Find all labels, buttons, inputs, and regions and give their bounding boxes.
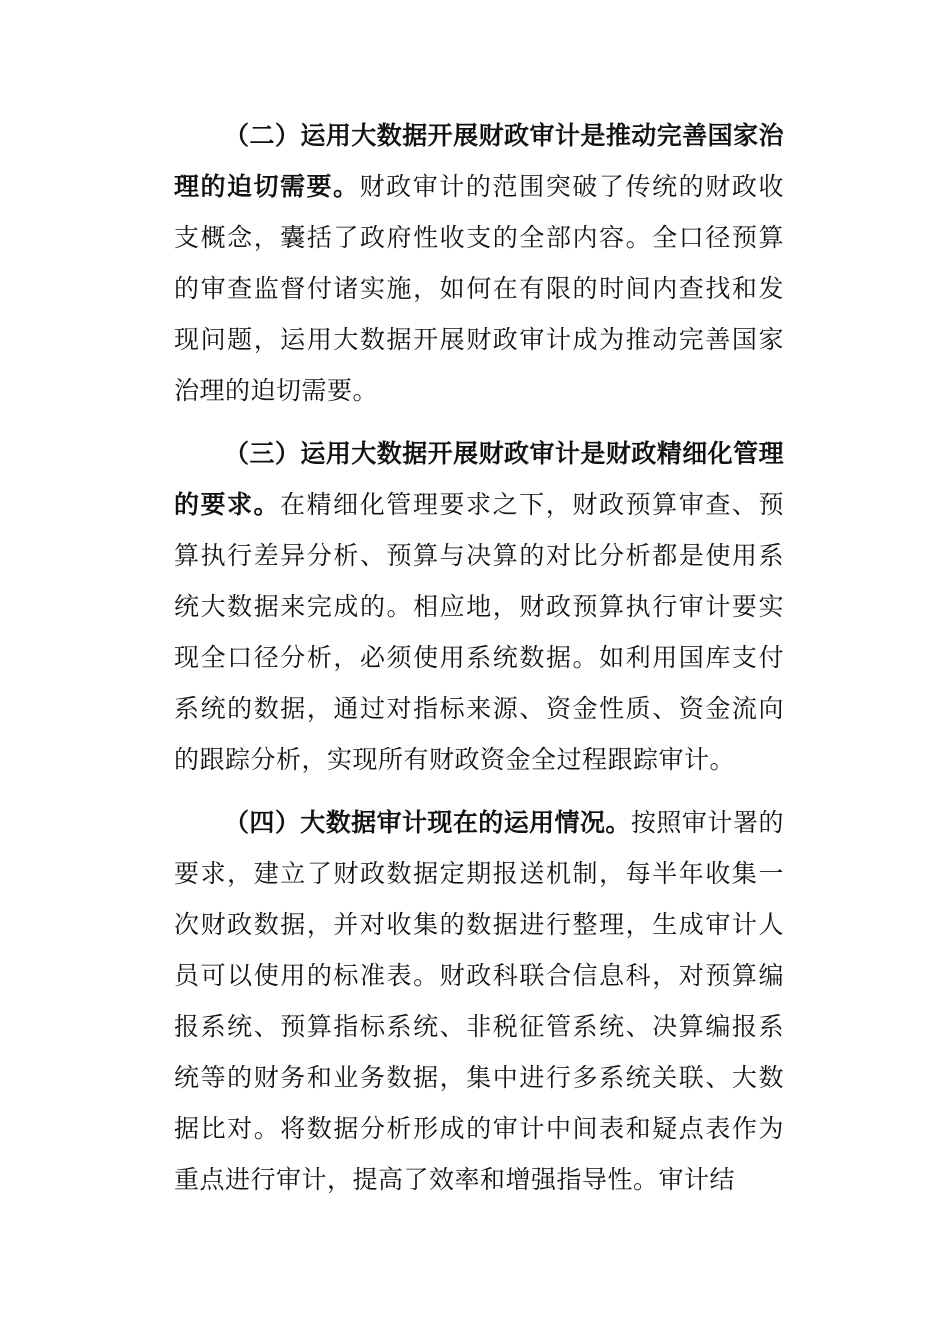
paragraph-body: 财政审计的范围突破了传统的财政收支概念，囊括了政府性收支的全部内容。全口径预算的审查监督付诸实施，如何在有限的时间内查找和发现问题，运用大数据开展财政审计成为推动完善国家治理的迫切需要。 [174, 172, 784, 405]
paragraph-body: 在精细化管理要求之下，财政预算审查、预算执行差异分析、预算与决算的对比分析都是使用系统大数据来完成的。相应地，财政预算执行审计要实现全口径分析，必须使用系统数据。如利用国库支付系统的数据，通过对指标来源、资金性质、资金流向的跟踪分析，实现所有财政资金全过程跟踪审计。 [174, 490, 784, 774]
paragraph-heading: （三）运用大数据开展财政审计是财政精细化管理的要求。 [174, 439, 784, 519]
paragraph-heading: （二）运用大数据开展财政审计是推动完善国家治理的迫切需要。 [174, 121, 784, 201]
paragraph-2 [174, 110, 784, 416]
paragraph-body: 按照审计署的要求，建立了财政数据定期报送机制，每半年收集一次财政数据，并对收集的数据进行整理，生成审计人员可以使用的标准表。财政科联合信息科，对预算编报系统、预算指标系统、非税征管系统、决算编报系统等的财务和业务数据，集中进行多系统关联、大数据比对。将数据分析形成的审计中间表和疑点表作为重点进行审计，提高了效率和增强指导性。审计结 [174, 808, 784, 1194]
document-page [174, 110, 784, 1217]
paragraph-heading: （四）大数据审计现在的运用情况。 [224, 808, 631, 837]
paragraph-4 [174, 797, 784, 1205]
paragraph-3 [174, 428, 784, 785]
